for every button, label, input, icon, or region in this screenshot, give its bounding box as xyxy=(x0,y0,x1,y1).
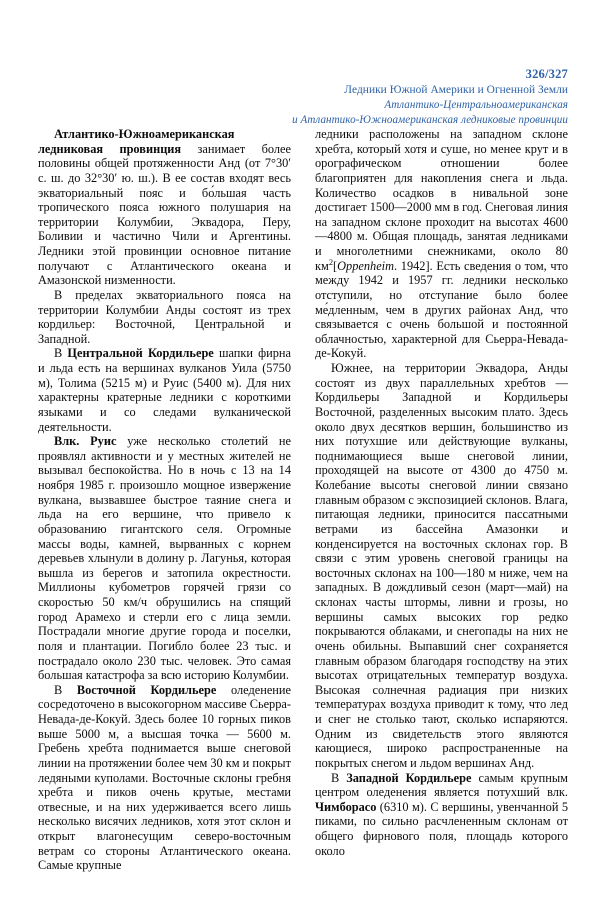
paragraph-ecuador-cordilleras xyxy=(315,361,568,771)
citation-bracket-open: [ xyxy=(333,258,338,273)
term-eastern-cordillera: Восточной Кордильере xyxy=(76,682,217,697)
running-head-line-2: Атлантико-Центральноамериканская xyxy=(384,99,568,112)
term-central-cordillera: Центральной Кордильере xyxy=(67,346,214,361)
paragraph-body-continued: (6310 м). С вершины, увенчанной 5 пиками, по сильно расчлененным склонам от общего фирнового поля, площадь которого около xyxy=(315,799,568,858)
running-head-line-1: Ледники Южной Америки и Огненной Земли xyxy=(344,84,568,97)
citation-author-oppenheim: Oppenheim xyxy=(337,258,395,273)
superscript-square-kilometres: 2 xyxy=(328,257,333,267)
paragraph-body: занимает более половины общей протяженности Анд (от 7°30′ с. ш. до 32°30′ ю. ш.). В ее состав входят весь экваториальный пояс и бо́льшая часть тропического пояса южного полушария на территории Колумбии, Эквадора, Перу, Боливии и частично Чили и Аргентины. Ледники этой провинции основное питание получают с Атлантического океана и Амазонской низменности. xyxy=(38,141,291,288)
running-head xyxy=(148,66,568,127)
term-chimborazo-volcano: Чимборасо xyxy=(315,799,377,814)
paragraph-body: оледенение сосредоточено в высокогорном массиве Сьерра-Невада-де-Кокуй. Здесь более 10 горных пиков выше 5000 м, а высшая точка — 5600 м. Гребень хребта поднимается выше снеговой линии на протяжении более чем 30 км и покрыт ледяными куполами. Восточные склоны гребня хребта и пиков очень крутые, местами отвесные, и на них удерживается всего лишь несколько висячих ледников, хотя этот склон и открыт влагонесущим северо-восточным ветрам со стороны Атлантического океана. Самые крупные xyxy=(38,682,291,873)
paragraph-body: уже несколько столетий не проявлял активности и у местных жителей не вызывал беспокойства. Но в ночь с 13 на 14 ноября 1985 г. произошло мощное извержение вулкана, вызвавшее быстрое таяние снега и льда на его вершине, что привело к образованию гигантского селя. Огромные массы воды, камней, вырванных с корнем деревьев хлынули в долину р. Лагунья, которая вышла из берегов и затопила окрестности. Миллионы кубометров горячей грязи со скоростью 50 км/ч обрушились на спящий город Арамехо и стерли его с лица земли. Пострадали многие другие города и поселки, поля и плантации. Погибло более 23 тыс. и пострадало около 230 тыс. человек. Это самая большая катастрофа за всю историю Колумбии. xyxy=(38,434,291,683)
paragraph-body: ледники расположены на западном склоне хребта, который хотя и суше, но менее крут и в орографическом отношении более благоприятен для накопления снега и льда. Количество осадков в нивальной зоне достигает 1500—2000 мм в год. Снеговая линия на западном склоне проходит на высотах 4600—4800 м. Общая площадь, занятая ледниками и многолетними снежниками, около 80 км xyxy=(315,127,568,273)
paragraph-body: шапки фирна и льда есть на вершинах вулканов Уила (5750 м), Толима (5215 м) и Руис (5400 м). Для них характерны кратерные ледники с короткими языками и со следами вулканической деятельности. xyxy=(38,346,291,434)
paragraph-ruiz-volcano xyxy=(38,434,291,683)
paragraph-body: Южнее, на территории Эквадора, Анды состоят из двух параллельных хребтов — Кордильеры Западной и Кордильеры Восточной, разделенных высоким плато. Здесь около двух десятков вершин, большинство из них потухшие или действующие вулканы, поднимающиеся выше снеговой линии, проходящей на высоте от 4300 до 4750 м. Колебание высоты снеговой линии связано главным образом с экспозицией склонов. Влага, питающая ледники, приносится пассатными ветрами из бассейна Амазонки и конденсируется на восточных склонах гор. В связи с этим уровень снеговой границы на восточных склонах на 100—180 м ниже, чем на западных. В дождливый сезон (март—май) на склонах часты штормы, ливни и грозы, но вершины самых высоких гор редко покрываются облаками, и снегопады на них не очень обильны. Выпавший снег сохраняется главным образом благодаря господству на этих высотах отрицательных температур воздуха. Высокая солнечная радиация при низких температурах воздуха приводит к тому, что лед и снег не столько тают, сколько испаряются. Одним из свидетельств этого являются кающиеся, широко распространенные на покрытых снегом и льдом вершинах Анд. xyxy=(315,361,568,770)
paragraph-central-cordillera xyxy=(38,346,291,434)
term-atlantic-south-american-province: Атлантико-Южноамериканская ледниковая провинция xyxy=(38,127,235,156)
left-column xyxy=(38,127,291,887)
paragraph-eastern-cordillera xyxy=(38,683,291,873)
term-ruiz-volcano: Влк. Руис xyxy=(54,434,117,449)
running-head-line-3: и Атлантико-Южноамериканская ледниковые провинции xyxy=(292,113,568,126)
paragraph-lead-in: В xyxy=(331,770,347,785)
page-folio: 326/327 xyxy=(525,67,568,81)
right-column xyxy=(315,127,568,887)
paragraph-western-slope-glaciers xyxy=(315,127,568,361)
paragraph-atlantic-south-american-province xyxy=(38,127,291,288)
paragraph-body: самым крупным центром оледенения является потухший влк. xyxy=(315,770,568,800)
paragraph-body-continued: . Есть сведения о том, что между 1942 и 1957 гг. ледники несколько отступили, но отступание было более ме́дленным, чем в других районах Анд, что связывается с очень большой и постоянной облачностью, характерной для Сьерра-Невада-де-Кокуй. xyxy=(315,258,569,361)
term-western-cordillera: Западной Кордильере xyxy=(346,770,472,785)
paragraph-lead-in: В xyxy=(54,682,77,697)
paragraph-colombia-cordilleras xyxy=(38,288,291,347)
paragraph-lead-in: В xyxy=(54,346,68,361)
paragraph-western-cordillera xyxy=(315,771,568,859)
paragraph-body: В пределах экваториального пояса на территории Колумбии Анды состоят из трех кордильер: Восточной, Центральной и Западной. xyxy=(38,287,291,346)
citation-year: . 1942] xyxy=(394,258,430,273)
body-columns xyxy=(38,127,568,887)
